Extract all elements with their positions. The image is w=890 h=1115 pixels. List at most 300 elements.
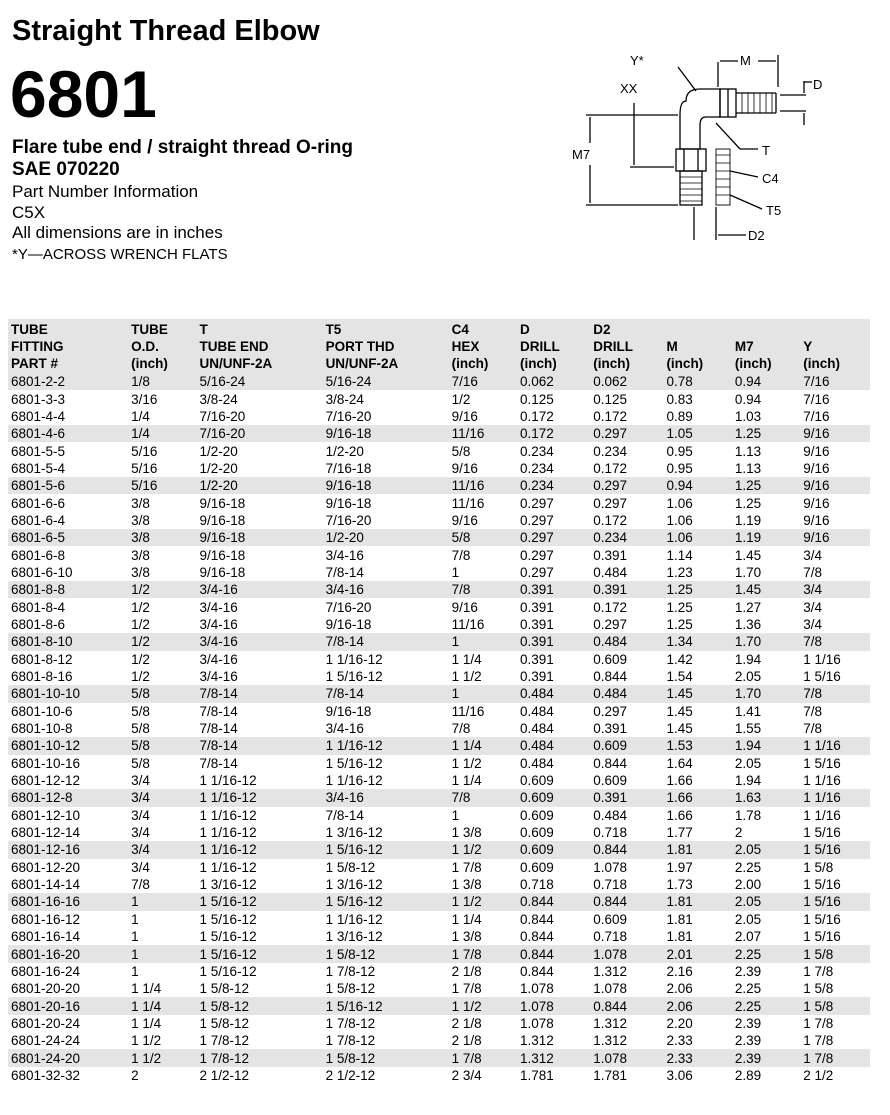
table-row [8, 963, 870, 980]
table-cell: 2.05 [734, 911, 762, 927]
table-cell: 6801-8-4 [11, 599, 66, 615]
table-cell: 1 1/16-12 [325, 773, 383, 789]
table-cell: 1 5/16-12 [199, 911, 257, 927]
table-cell: 2.05 [732, 841, 800, 858]
table-row [8, 390, 870, 407]
dim-label-m: M [740, 53, 751, 68]
table-cell: 0.609 [593, 651, 628, 667]
table-cell: 1 [131, 911, 139, 927]
table-row [8, 789, 870, 806]
table-cell: 7/16-20 [325, 408, 372, 424]
table-cell: 1 1/16-12 [323, 737, 449, 754]
table-cell: 1.078 [520, 981, 554, 997]
table-row [8, 494, 870, 511]
table-cell: 6801-12-20 [11, 859, 81, 875]
table-cell: 1/2 [131, 669, 150, 685]
table-cell: 1 [131, 963, 139, 979]
table-cell: 1.078 [520, 1015, 554, 1031]
table-cell: 1 5/16-12 [197, 945, 323, 962]
table-cell: 2.05 [734, 669, 762, 685]
table-cell: 5/8 [449, 529, 517, 546]
table-cell: 1.66 [666, 773, 693, 789]
table-cell: 0.172 [593, 460, 628, 476]
table-cell: 0.95 [666, 443, 693, 459]
table-cell: 1 5/16-12 [199, 963, 257, 979]
table-cell: 1.45 [666, 721, 693, 737]
table-cell: 1.81 [663, 893, 731, 910]
column-header: C4 HEX (inch) [449, 319, 517, 373]
table-cell: 0.484 [593, 564, 628, 580]
table-cell: 5/8 [131, 721, 150, 737]
table-cell: 9/16-18 [199, 547, 246, 563]
table-cell: 1.70 [732, 685, 800, 702]
table-cell: 0.484 [520, 755, 554, 771]
table-cell: 1.97 [666, 859, 693, 875]
table-header-row [8, 319, 870, 373]
table-cell: 7/8-14 [197, 685, 323, 702]
table-cell: 6801-10-8 [11, 721, 73, 737]
table-cell: 6801-8-8 [8, 581, 128, 598]
table-cell: 1 1/4 [451, 651, 482, 667]
table-cell: 1 1/16-12 [325, 651, 383, 667]
table-cell: 2.25 [732, 997, 800, 1014]
table-cell: 1/2 [128, 581, 196, 598]
table-cell: 6801-6-5 [8, 529, 128, 546]
table-cell: 6801-8-6 [11, 616, 66, 632]
table-cell: 0.125 [520, 391, 554, 407]
table-cell: 1/2 [128, 633, 196, 650]
table-cell: 0.844 [590, 997, 663, 1014]
table-cell: 0.844 [590, 841, 663, 858]
table-cell: 3/4-16 [323, 581, 449, 598]
table-cell: 6801-2-2 [8, 373, 128, 390]
table-row [8, 772, 870, 789]
table-cell: 9/16 [451, 599, 478, 615]
table-cell: 1 1/16-12 [197, 789, 323, 806]
table-cell: 9/16 [803, 512, 830, 528]
table-cell: 1 [449, 633, 517, 650]
table-cell: 9/16-18 [199, 512, 246, 528]
table-cell: 9/16 [803, 495, 830, 511]
table-cell: 0.609 [520, 807, 554, 823]
table-cell: 1/8 [128, 373, 196, 390]
table-cell: 0.391 [520, 616, 554, 632]
table-cell: 1 1/2 [128, 1049, 196, 1066]
table-cell: 1/2 [131, 599, 150, 615]
table-cell: 9/16 [800, 477, 870, 494]
table-cell: 7/16-20 [197, 425, 323, 442]
table-cell: 5/16 [131, 460, 158, 476]
table-row [8, 529, 870, 546]
table-cell: 1.13 [734, 443, 762, 459]
table-cell: 0.609 [517, 789, 590, 806]
elbow-fitting-diagram [568, 45, 838, 245]
table-cell: 6801-16-20 [8, 945, 128, 962]
table-cell: 3/4-16 [197, 633, 323, 650]
table-cell: 1 5/16 [800, 841, 870, 858]
table-cell: 1 3/8 [451, 929, 482, 945]
table-cell: 1.54 [666, 669, 693, 685]
table-cell: 3/8 [131, 564, 150, 580]
table-row [8, 720, 870, 737]
table-cell: 1 7/8-12 [325, 1033, 376, 1049]
table-cell: 1 5/16 [803, 825, 841, 841]
table-cell: 7/16-20 [325, 512, 372, 528]
table-cell: 0.172 [517, 425, 590, 442]
dim-label-t: T [762, 143, 770, 158]
table-cell: 5/16 [131, 443, 158, 459]
table-cell: 0.844 [593, 755, 628, 771]
table-cell: 0.297 [590, 425, 663, 442]
table-cell: 0.391 [517, 581, 590, 598]
table-cell: 6801-8-16 [11, 669, 73, 685]
table-row [8, 460, 870, 477]
table-cell: 3/4-16 [199, 599, 238, 615]
table-cell: 6801-24-20 [8, 1049, 128, 1066]
table-cell: 5/16 [128, 477, 196, 494]
table-cell: 1 3/8 [451, 825, 482, 841]
table-cell: 0.609 [520, 773, 554, 789]
table-cell: 9/16-18 [199, 564, 246, 580]
table-cell: 7/16-20 [199, 408, 246, 424]
table-cell: 2 1/2 [803, 1067, 834, 1083]
table-cell: 1.94 [734, 651, 762, 667]
table-cell: 1 5/16-12 [197, 893, 323, 910]
table-cell: 0.297 [593, 495, 628, 511]
table-row [8, 997, 870, 1014]
table-cell: 2.25 [732, 945, 800, 962]
table-cell: 1.66 [666, 807, 693, 823]
table-cell: 0.391 [593, 721, 628, 737]
table-cell: 5/8 [451, 443, 471, 459]
column-header: M7 (inch) [732, 319, 800, 373]
table-cell: 1/2-20 [199, 460, 238, 476]
table-cell: 3/8 [131, 512, 150, 528]
column-header: D2 DRILL (inch) [590, 319, 663, 373]
table-cell: 0.297 [517, 529, 590, 546]
table-cell: 1 1/4 [128, 997, 196, 1014]
table-cell: 1 1/2 [449, 893, 517, 910]
table-cell: 1.13 [734, 460, 762, 476]
table-cell: 1.55 [734, 721, 762, 737]
table-cell: 0.234 [517, 477, 590, 494]
table-cell: 6801-12-16 [8, 841, 128, 858]
subtitle-line-2: SAE 070220 [12, 159, 120, 180]
table-cell: 1 3/8 [451, 877, 482, 893]
table-row [8, 876, 870, 893]
table-cell: 1.78 [734, 807, 762, 823]
table-cell: 1 1/2 [449, 997, 517, 1014]
table-cell: 1/2 [131, 616, 150, 632]
table-cell: 0.609 [593, 773, 628, 789]
table-cell: 2 1/2-12 [199, 1067, 250, 1083]
column-header: T TUBE END UN/UNF-2A [197, 319, 323, 373]
table-row [8, 1049, 870, 1066]
table-cell: 6801-12-10 [11, 807, 81, 823]
table-row [8, 841, 870, 858]
table-cell: 9/16-18 [325, 703, 372, 719]
table-cell: 1 [131, 929, 139, 945]
table-cell: 1 7/8-12 [199, 1033, 250, 1049]
table-cell: 1.81 [666, 911, 693, 927]
table-row [8, 945, 870, 962]
subtitle [12, 137, 353, 181]
table-row [8, 651, 870, 668]
table-cell: 0.844 [517, 945, 590, 962]
table-cell: 1.03 [734, 408, 762, 424]
dim-label-y: Y* [630, 53, 644, 68]
table-cell: 3/4 [803, 616, 823, 632]
table-cell: 1.078 [593, 981, 628, 997]
table-cell: 2.16 [666, 963, 693, 979]
table-cell: 1 5/16-12 [323, 841, 449, 858]
table-cell: 1/2-20 [325, 443, 364, 459]
table-cell: 9/16-18 [325, 495, 372, 511]
table-cell: 1 7/8 [803, 963, 834, 979]
table-cell: 1.781 [593, 1067, 628, 1083]
table-cell: 1 5/8 [803, 859, 834, 875]
table-row [8, 893, 870, 910]
table-cell: 1.70 [734, 564, 762, 580]
part-specs-table [8, 319, 870, 1084]
table-cell: 0.94 [734, 391, 762, 407]
table-cell: 2 [734, 825, 743, 841]
table-cell: 9/16 [451, 408, 478, 424]
table-row [8, 512, 870, 529]
table-row [8, 824, 870, 841]
table-cell: 2 [131, 1067, 139, 1083]
table-cell: 1.42 [666, 651, 693, 667]
table-cell: 1 [449, 685, 517, 702]
table-row [8, 703, 870, 720]
table-cell: 6801-12-14 [11, 825, 81, 841]
table-cell: 2.06 [663, 997, 731, 1014]
table-cell: 1 5/8 [803, 981, 834, 997]
table-cell: 7/8-14 [199, 703, 238, 719]
column-header: M (inch) [663, 319, 731, 373]
table-cell: 6801-8-12 [11, 651, 73, 667]
table-cell: 0.234 [590, 529, 663, 546]
table-cell: 0.125 [593, 391, 628, 407]
table-cell: 11/16 [451, 616, 485, 632]
table-cell: 6801-3-3 [11, 391, 66, 407]
table-cell: 3/4 [128, 841, 196, 858]
table-row [8, 807, 870, 824]
part-info [12, 182, 223, 244]
table-cell: 0.844 [517, 893, 590, 910]
table-cell: 1.078 [593, 859, 628, 875]
table-cell: 1.81 [663, 841, 731, 858]
table-cell: 0.844 [520, 929, 554, 945]
table-cell: 1.06 [666, 495, 693, 511]
table-cell: 3/4-16 [325, 547, 364, 563]
table-row [8, 755, 870, 772]
table-cell: 1 7/8 [451, 859, 482, 875]
table-cell: 1 1/16 [800, 737, 870, 754]
table-cell: 1 1/16 [800, 789, 870, 806]
table-cell: 0.844 [520, 963, 554, 979]
table-cell: 5/16-24 [197, 373, 323, 390]
table-row [8, 581, 870, 598]
table-cell: 1.94 [732, 737, 800, 754]
table-cell: 9/16-18 [197, 529, 323, 546]
table-cell: 0.844 [520, 911, 554, 927]
table-cell: 3/4 [803, 599, 823, 615]
table-cell: 1.25 [663, 581, 731, 598]
table-cell: 1 7/8 [451, 981, 482, 997]
table-cell: 1 5/16 [800, 893, 870, 910]
dim-label-xx: XX [620, 81, 638, 96]
table-cell: 7/16 [449, 373, 517, 390]
table-row [8, 1067, 870, 1084]
table-cell: 1/2-20 [323, 529, 449, 546]
table-cell: 6801-32-32 [11, 1067, 81, 1083]
page-title: Straight Thread Elbow [12, 15, 320, 47]
table-cell: 1 5/16-12 [323, 893, 449, 910]
table-cell: 1 [451, 807, 460, 823]
column-header: TUBE FITTING PART # [8, 319, 128, 373]
table-cell: 6801-8-10 [8, 633, 128, 650]
table-cell: 1 1/4 [449, 737, 517, 754]
table-cell: 3/4-16 [325, 721, 364, 737]
table-cell: 2.25 [734, 981, 762, 997]
table-cell: 0.391 [520, 651, 554, 667]
subtitle-line-1: Flare tube end / straight thread O-ring [12, 137, 353, 158]
table-cell: 3/4-16 [199, 651, 238, 667]
table-cell: 1.312 [520, 1033, 554, 1049]
table-cell: 1.312 [593, 1015, 628, 1031]
table-cell: 6801-12-8 [8, 789, 128, 806]
table-cell: 7/8 [803, 721, 823, 737]
table-cell: 1 7/8-12 [325, 963, 376, 979]
table-cell: 3/8 [131, 495, 150, 511]
table-cell: 6801-14-14 [11, 877, 81, 893]
table-cell: 0.391 [520, 669, 554, 685]
table-cell: 2.89 [734, 1067, 762, 1083]
table-cell: 1 5/16 [803, 669, 841, 685]
column-header: T5 PORT THD UN/UNF-2A [323, 319, 449, 373]
table-cell: 0.844 [590, 893, 663, 910]
table-cell: 1/2 [131, 651, 150, 667]
table-cell: 1 1/16 [803, 807, 841, 823]
table-cell: 6801-4-6 [8, 425, 128, 442]
table-cell: 9/16 [803, 460, 830, 476]
table-cell: 1 5/16-12 [325, 669, 383, 685]
table-cell: 6801-16-14 [11, 929, 81, 945]
table-cell: 9/16 [800, 425, 870, 442]
table-cell: 0.609 [517, 841, 590, 858]
table-cell: 1 5/16 [803, 929, 841, 945]
table-cell: 9/16-18 [325, 616, 372, 632]
table-cell: 1/2-20 [199, 443, 238, 459]
table-cell: 0.484 [517, 737, 590, 754]
table-cell: 1 3/16-12 [325, 825, 383, 841]
table-cell: 2.39 [734, 963, 762, 979]
table-cell: 7/8 [449, 581, 517, 598]
table-cell: 0.609 [520, 859, 554, 875]
table-row [8, 477, 870, 494]
table-row [8, 737, 870, 754]
table-cell: 2.39 [732, 1049, 800, 1066]
table-cell: 9/16-18 [323, 477, 449, 494]
table-cell: 1.36 [734, 616, 762, 632]
table-cell: 1 5/8-12 [199, 981, 250, 997]
table-row [8, 859, 870, 876]
dim-label-d2: D2 [748, 228, 765, 243]
table-cell: 1.53 [663, 737, 731, 754]
table-cell: 1 5/8 [800, 997, 870, 1014]
table-cell: 0.391 [520, 599, 554, 615]
table-cell: 0.297 [520, 564, 554, 580]
table-cell: 1/4 [131, 408, 150, 424]
table-cell: 1 1/16 [803, 651, 841, 667]
table-cell: 0.484 [520, 703, 554, 719]
table-cell: 1.078 [590, 1049, 663, 1066]
table-cell: 3/4-16 [323, 789, 449, 806]
table-cell: 0.391 [590, 789, 663, 806]
table-cell: 0.172 [593, 512, 628, 528]
table-cell: 7/8 [131, 877, 150, 893]
table-cell: 1.25 [666, 616, 693, 632]
table-cell: 1 7/8-12 [197, 1049, 323, 1066]
table-row [8, 911, 870, 928]
table-cell: 7/8 [800, 685, 870, 702]
table-cell: 6801-6-6 [11, 495, 66, 511]
table-cell: 0.83 [666, 391, 693, 407]
table-cell: 0.062 [517, 373, 590, 390]
table-row [8, 928, 870, 945]
table-cell: 1.06 [663, 529, 731, 546]
table-cell: 1.45 [734, 547, 762, 563]
table-cell: 1.64 [666, 755, 693, 771]
table-cell: 9/16-18 [199, 495, 246, 511]
table-cell: 1 1/16-12 [197, 841, 323, 858]
table-cell: 7/8 [803, 703, 823, 719]
table-cell: 1 5/16-12 [199, 929, 257, 945]
table-cell: 1 1/16-12 [199, 859, 257, 875]
table-cell: 3.06 [666, 1067, 693, 1083]
table-cell: 0.391 [593, 547, 628, 563]
table-cell: 1.312 [517, 1049, 590, 1066]
table-cell: 11/16 [449, 477, 517, 494]
table-cell: 1.19 [732, 529, 800, 546]
table-cell: 2 1/8 [451, 1015, 482, 1031]
table-cell: 7/8-14 [199, 721, 238, 737]
table-cell: 11/16 [449, 425, 517, 442]
table-cell: 6801-4-4 [11, 408, 66, 424]
dim-label-d: D [813, 77, 823, 92]
table-row [8, 425, 870, 442]
table-cell: 0.609 [593, 911, 628, 927]
table-cell: 0.844 [593, 669, 628, 685]
table-cell: 2 1/8 [451, 1033, 482, 1049]
table-cell: 1 1/4 [131, 1015, 162, 1031]
table-cell: 0.297 [520, 495, 554, 511]
table-cell: 0.718 [593, 825, 628, 841]
table-cell: 2 1/2-12 [325, 1067, 376, 1083]
table-cell: 1 5/16 [803, 911, 841, 927]
table-cell: 1 1/2 [451, 669, 482, 685]
table-cell: 6801-10-16 [11, 755, 81, 771]
dim-label-t5: T5 [766, 203, 782, 218]
table-cell: 1.45 [732, 581, 800, 598]
table-cell: 0.234 [520, 460, 554, 476]
table-cell: 7/8-14 [323, 633, 449, 650]
table-cell: 9/16 [800, 529, 870, 546]
table-row [8, 546, 870, 563]
table-cell: 1.312 [593, 963, 628, 979]
table-cell: 7/16 [803, 408, 830, 424]
